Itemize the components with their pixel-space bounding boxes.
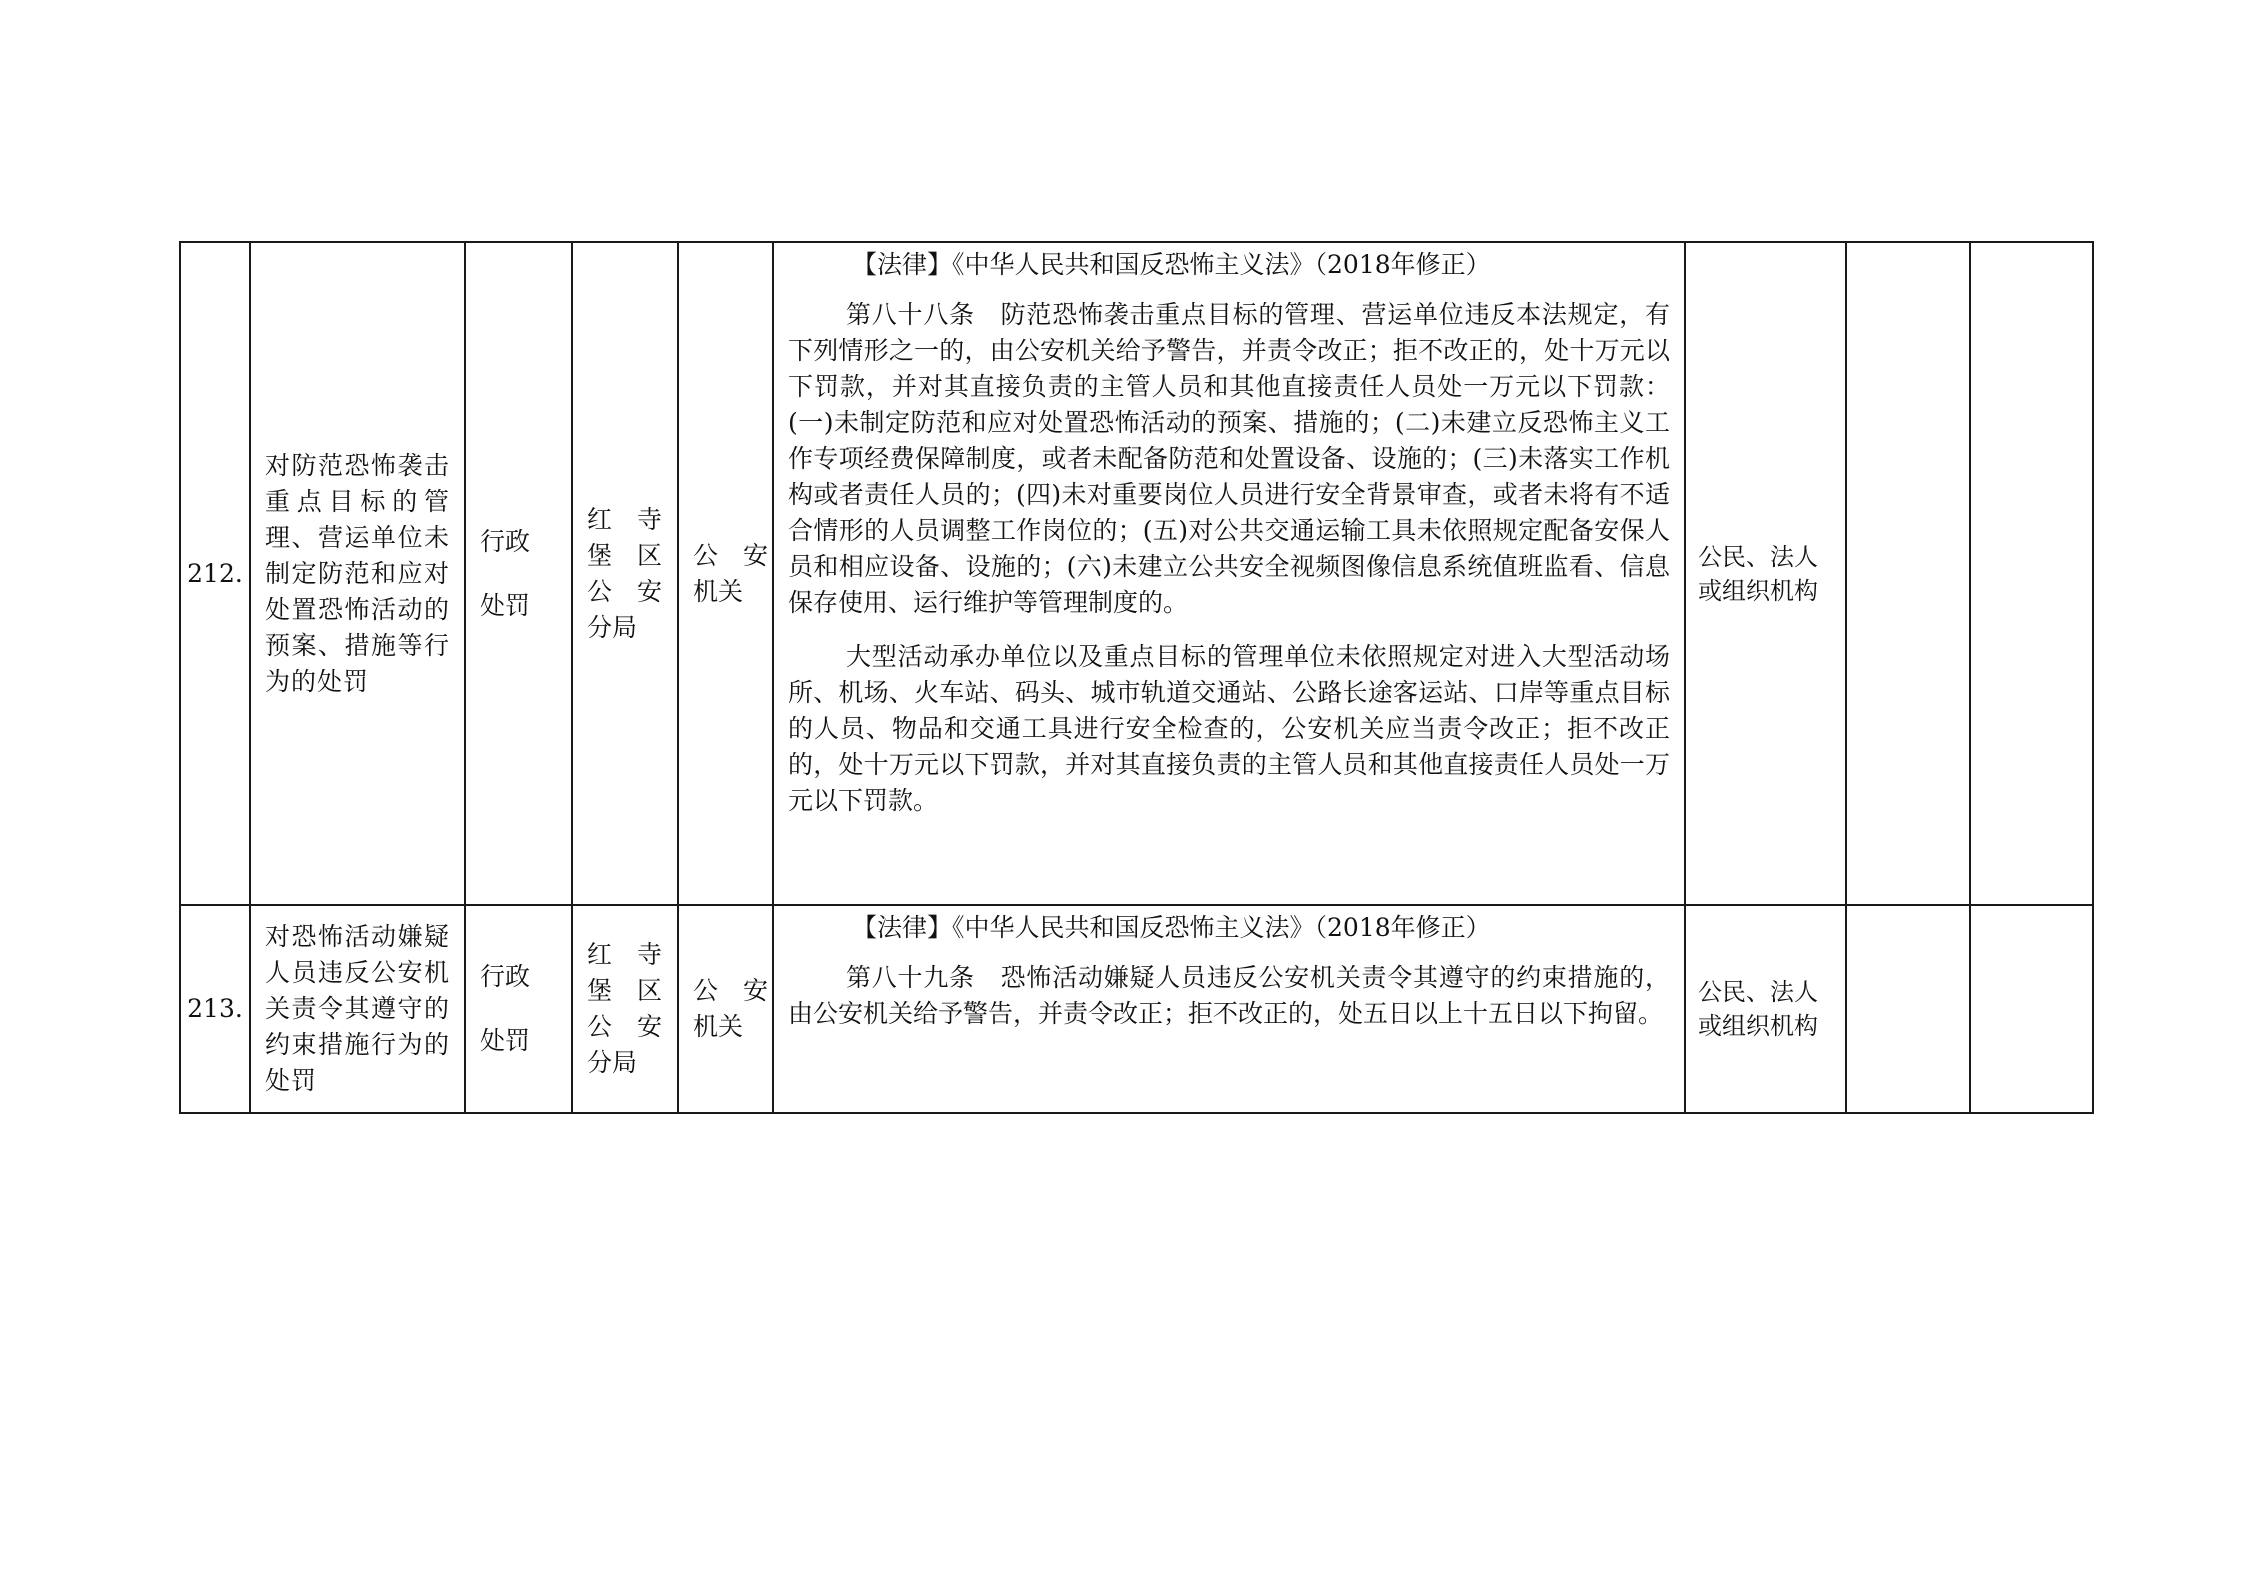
authority-line: 机关 [693, 576, 744, 606]
table-row [180, 242, 2093, 905]
legal-basis-cell [773, 242, 1685, 905]
authority-line: 公 安 [693, 540, 769, 570]
unit-line: 堡 区 [587, 540, 663, 570]
row-number: 212. [180, 242, 250, 905]
category-line: 行政 [480, 962, 531, 991]
unit-cell [572, 905, 678, 1113]
empty-cell [1970, 242, 2093, 905]
empty-cell [1970, 905, 2093, 1113]
document-page [179, 241, 2092, 1114]
unit-line: 公 安 [587, 1012, 663, 1041]
target-line: 公民、法人 [1698, 978, 1818, 1006]
item-name: 对防范恐怖袭击重点目标的管理、营运单位未制定防范和应对处置恐怖活动的预案、措施等行为的处罚 [250, 242, 465, 905]
category-cell [465, 905, 572, 1113]
law-article: 第八十九条 恐怖活动嫌疑人员违反公安机关责令其遵守的约束措施的，由公安机关给予警告，并责令改正；拒不改正的，处五日以上十五日以下拘留。 [788, 963, 1670, 1028]
authority-line: 公 安 [693, 976, 769, 1005]
target-line: 公民、法人 [1698, 542, 1818, 571]
target-cell [1685, 242, 1846, 905]
empty-cell [1846, 242, 1970, 905]
category-line: 处罚 [480, 590, 531, 620]
law-title: 【法律】《中华人民共和国反恐怖主义法》（2018年修正） [852, 250, 1491, 279]
unit-line: 分局 [587, 1048, 638, 1077]
unit-line: 红 寺 [587, 940, 663, 969]
empty-cell [1846, 905, 1970, 1113]
table-row [180, 905, 2093, 1113]
legal-basis-cell [773, 905, 1685, 1113]
unit-line: 红 寺 [587, 504, 663, 534]
category-line: 行政 [480, 526, 531, 556]
category-cell [465, 242, 572, 905]
target-cell [1685, 905, 1846, 1113]
unit-cell [572, 242, 678, 905]
row-number: 213. [180, 905, 250, 1113]
authority-cell [678, 242, 773, 905]
authority-cell [678, 905, 773, 1113]
law-title: 【法律】《中华人民共和国反恐怖主义法》（2018年修正） [852, 913, 1491, 942]
law-article: 大型活动承办单位以及重点目标的管理单位未依照规定对进入大型活动场所、机场、火车站、码头、城市轨道交通站、公路长途客运站、口岸等重点目标的人员、物品和交通工具进行安全检查的，公安机关应当责令改正；拒不改正的，处十万元以下罚款，并对其直接负责的主管人员和其他直接责任人员处一万元以下罚款。 [788, 642, 1670, 815]
unit-line: 堡 区 [587, 976, 663, 1005]
item-name: 对恐怖活动嫌疑人员违反公安机关责令其遵守的约束措施行为的处罚 [250, 905, 465, 1113]
power-list-table [179, 241, 2094, 1114]
category-line: 处罚 [480, 1026, 531, 1055]
law-article: 第八十八条 防范恐怖袭击重点目标的管理、营运单位违反本法规定，有下列情形之一的，由公安机关给予警告，并责令改正；拒不改正的，处十万元以下罚款，并对其直接负责的主管人员和其他直接责任人员处一万元以下罚款：(一)未制定防范和应对处置恐怖活动的预案、措施的；(二)未建立反恐怖主义工作专项经费保障制度，或者未配备防范和处置设备、设施的；(三)未落实工作机构或者责任人员的；(四)未对重要岗位人员进行安全背景审查，或者未将有不适合情形的人员调整工作岗位的；(五)对公共交通运输工具未依照规定配备安保人员和相应设备、设施的；(六)未建立公共安全视频图像信息系统值班监看、信息保存使用、运行维护等管理制度的。 [788, 300, 1670, 617]
target-line: 或组织机构 [1698, 1012, 1818, 1040]
authority-line: 机关 [693, 1012, 744, 1041]
unit-line: 分局 [587, 612, 638, 642]
unit-line: 公 安 [587, 576, 663, 606]
target-line: 或组织机构 [1698, 576, 1818, 605]
